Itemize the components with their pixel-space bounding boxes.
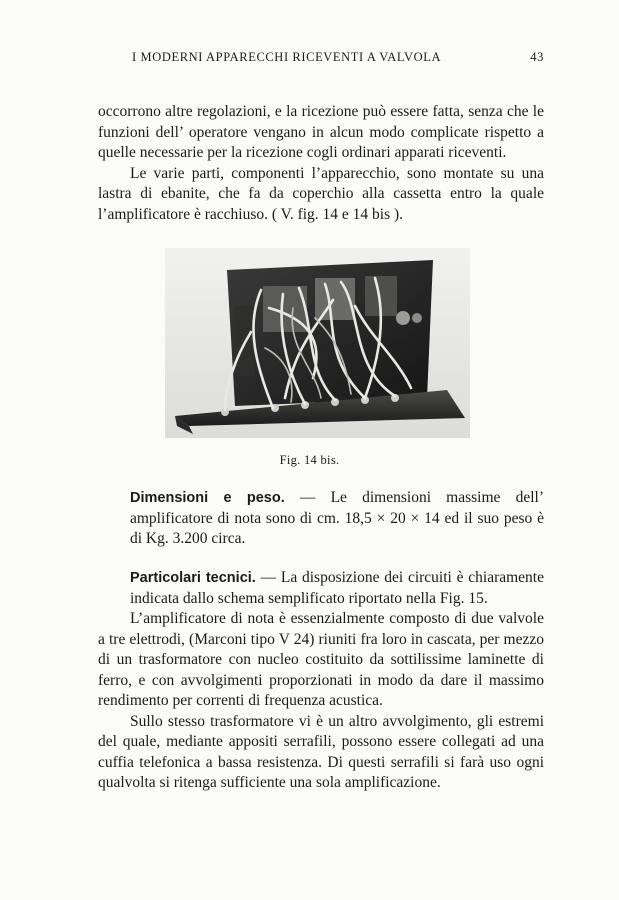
- particolari-paragraph-2: L’amplificatore di nota è essenzialmente composto di due valvole a tre elettrodi, (Marconi tipo V 24) riuniti fra loro in cascata, per mezzo di un trasformatore con nucleo costituito da sottilissime laminette di ferro, e con avvolgimenti proporzionati in modo da dare il massimo rendimento per correnti di frequenza acustica.: [98, 610, 544, 709]
- figure-caption: Fig. 14 bis.: [279, 453, 340, 467]
- intro-paragraph-2: Le varie parti, componenti l’apparecchio, sono montate su una lastra di ebanite, che fa da coperchio alla cassetta entro la quale l’amplificatore è racchiuso. ( V. fig. 14 e 14 bis ).: [98, 164, 544, 223]
- particolari-paragraph-3: Sullo stesso trasformatore vi è un altro avvolgimento, gli estremi del quale, mediante appositi serrafili, possono essere collegati ad una cuffia telefonica a bassa resistenza. Di questi serrafili si farà uso ogni qualvolta si ritenga sufficiente una sola amplificazione.: [98, 712, 544, 791]
- intro-paragraph-1: occorrono altre regolazioni, e la ricezione può essere fatta, senza che le funzioni dell’ operatore vengano in alcun modo complicate rispetto a quelle necessarie per la ricezione cogli ordinari apparati riceventi.: [98, 103, 544, 161]
- particolari-heading: Particolari tecnici.: [130, 570, 256, 586]
- dimensioni-heading: Dimensioni e peso.: [130, 490, 285, 506]
- intro-section: [98, 102, 544, 225]
- dimensioni-text: — Le dimensioni massime dell’ amplificatore di nota sono di cm. 18,5 × 20 × 14 ed il suo peso è di Kg. 3.200 circa.: [130, 489, 544, 547]
- dimensioni-section: [98, 488, 544, 550]
- particolari-section: [98, 568, 544, 794]
- page-number: 43: [530, 50, 544, 64]
- header-title: I MODERNI APPARECCHI RICEVENTI A VALVOLA: [132, 50, 442, 64]
- amplifier-photo: [165, 248, 470, 438]
- dimensioni-paragraph: [98, 488, 544, 550]
- particolari-text: — La disposizione dei circuiti è chiaramente indicata dallo schema semplificato riportato nella Fig. 15.: [130, 569, 544, 607]
- particolari-paragraph-1: [98, 568, 544, 609]
